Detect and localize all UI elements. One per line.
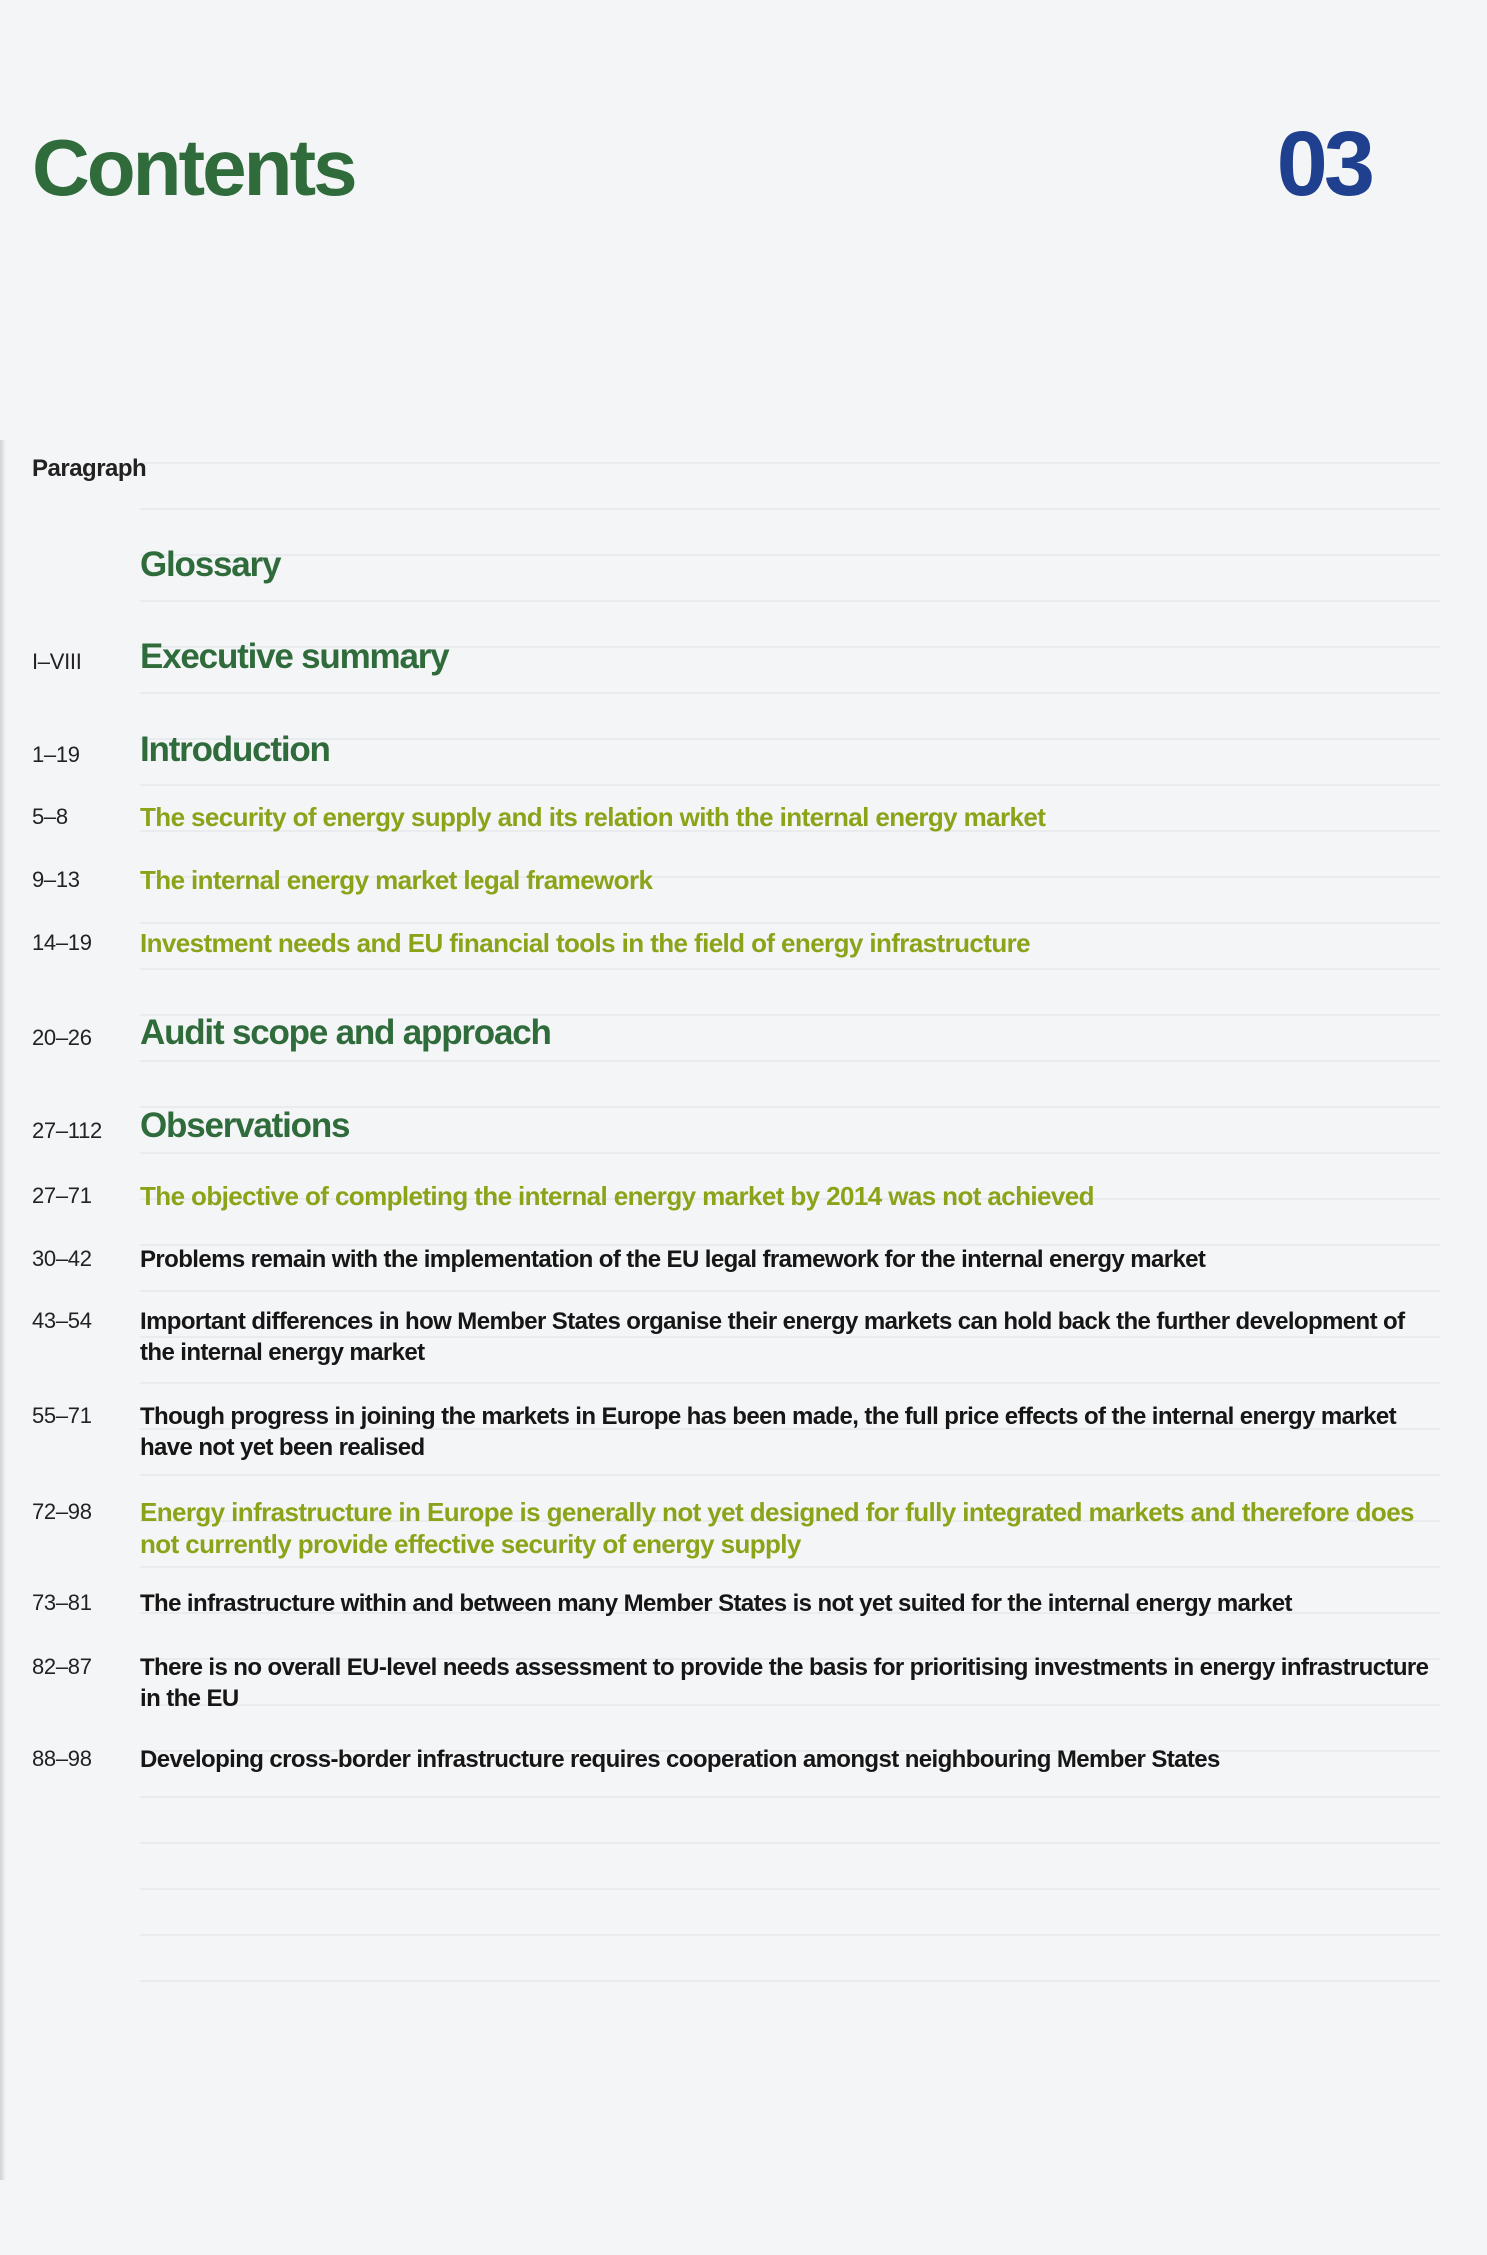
toc-paragraph-range: 27–112 bbox=[32, 1118, 102, 1143]
toc-heading: Energy infrastructure in Europe is generally not yet designed for fully integrated markets and therefore does not currently provide effective security of energy supply bbox=[140, 1497, 1414, 1559]
toc-paragraph-range: 9–13 bbox=[32, 867, 80, 892]
toc-heading: Introduction bbox=[140, 730, 330, 769]
toc-paragraph-range: 73–81 bbox=[32, 1590, 92, 1615]
toc-paragraph-range: 43–54 bbox=[32, 1308, 92, 1333]
toc-heading: The infrastructure within and between many Member States is not yet suited for the internal energy market bbox=[140, 1590, 1292, 1617]
toc-paragraph-range: 1–19 bbox=[32, 742, 80, 767]
toc-heading: Problems remain with the implementation of the EU legal framework for the internal energy market bbox=[140, 1246, 1206, 1273]
toc-paragraph-range: 14–19 bbox=[32, 930, 92, 955]
toc-heading: Important differences in how Member States organise their energy markets can hold back the further development of the internal energy market bbox=[140, 1308, 1405, 1366]
page-binding-edge bbox=[0, 440, 6, 2180]
toc-heading: Though progress in joining the markets in Europe has been made, the full price effects of the internal energy market have not yet been realised bbox=[140, 1403, 1397, 1461]
paragraph-column-header: Paragraph bbox=[32, 455, 147, 482]
toc-heading: Investment needs and EU financial tools in the field of energy infrastructure bbox=[140, 928, 1030, 958]
toc-heading: Audit scope and approach bbox=[140, 1013, 551, 1052]
chapter-number: 03 bbox=[1276, 113, 1371, 215]
toc-heading: Developing cross-border infrastructure requires cooperation amongst neighbouring Member States bbox=[140, 1746, 1220, 1773]
toc-paragraph-range: 55–71 bbox=[32, 1403, 92, 1428]
toc-heading: Observations bbox=[140, 1106, 350, 1145]
toc-paragraph-range: 82–87 bbox=[32, 1654, 92, 1679]
toc-paragraph-range: 30–42 bbox=[32, 1246, 92, 1271]
toc-paragraph-range: I–VIII bbox=[32, 649, 82, 674]
toc-heading: There is no overall EU-level needs assessment to provide the basis for prioritising investments in energy infrastructure in the EU bbox=[140, 1654, 1429, 1712]
toc-paragraph-range: 72–98 bbox=[32, 1499, 92, 1524]
page-title: Contents bbox=[32, 123, 355, 212]
toc-paragraph-range: 20–26 bbox=[32, 1025, 92, 1050]
toc-heading: The security of energy supply and its relation with the internal energy market bbox=[140, 802, 1046, 832]
toc-heading: Glossary bbox=[140, 545, 281, 584]
toc-heading: Executive summary bbox=[140, 637, 449, 676]
toc-paragraph-range: 88–98 bbox=[32, 1746, 92, 1771]
toc-paragraph-range: 5–8 bbox=[32, 804, 68, 829]
toc-heading: The objective of completing the internal energy market by 2014 was not achieved bbox=[140, 1181, 1094, 1211]
toc-heading: The internal energy market legal framework bbox=[140, 865, 653, 895]
toc-paragraph-range: 27–71 bbox=[32, 1183, 92, 1208]
